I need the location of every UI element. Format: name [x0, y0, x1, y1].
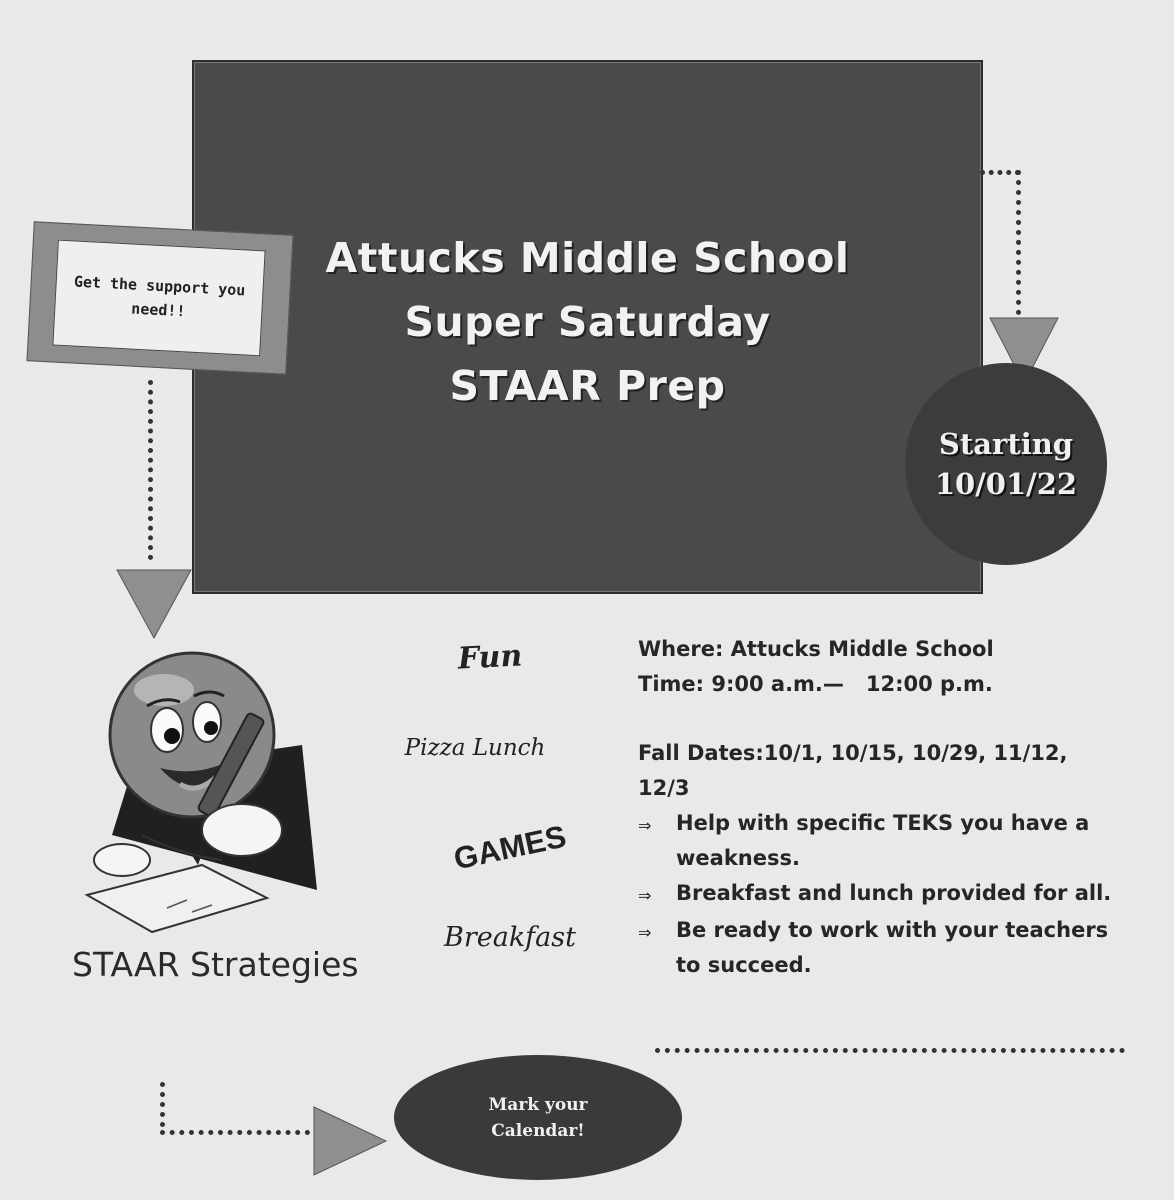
- time-line: Time: 9:00 a.m.— 12:00 p.m.: [638, 672, 993, 696]
- dotted-line-bottom-left-v: [160, 1082, 165, 1127]
- arrow-down-left-icon: [115, 568, 193, 640]
- bullet-text: Breakfast and lunch provided for all.: [676, 881, 1112, 905]
- starting-label: Starting: [938, 427, 1074, 461]
- arrow-right-icon: [312, 1105, 388, 1177]
- starting-date-badge: [905, 363, 1107, 565]
- bullet-item: [638, 806, 1138, 876]
- title-line-1: Attucks Middle School: [325, 234, 850, 282]
- smiley-mascot-icon: [72, 650, 362, 940]
- dotted-line-top-right-v: [1016, 170, 1021, 315]
- activity-fun: Fun: [456, 638, 524, 677]
- dates-line: Fall Dates:10/1, 10/15, 10/29, 11/12,: [638, 741, 1068, 765]
- bullet-item: [638, 913, 1138, 983]
- dates-line-2: 12/3: [638, 776, 690, 800]
- where-line: Where: Attucks Middle School: [638, 637, 994, 661]
- bullet-text: Help with specific TEKS you have a weakness.: [676, 811, 1090, 870]
- event-details: [638, 632, 1138, 983]
- title-line-3: STAAR Prep: [449, 362, 726, 410]
- bullet-arrow-icon: ⇒: [638, 886, 652, 905]
- bullet-item: [638, 876, 1138, 913]
- activity-pizza-lunch: Pizza Lunch: [404, 735, 546, 761]
- bullet-arrow-icon: ⇒: [638, 923, 652, 942]
- dotted-line-left: [148, 380, 153, 560]
- support-text: Get the support you need!!: [73, 272, 246, 321]
- bullet-text: Be ready to work with your teachers to succeed.: [676, 918, 1109, 977]
- mark-calendar-text: Mark your Calendar!: [488, 1094, 588, 1141]
- bullet-arrow-icon: ⇒: [638, 816, 652, 835]
- support-box: [27, 221, 294, 374]
- dotted-line-bottom-right: [655, 1048, 1125, 1053]
- support-box-inner: [52, 240, 265, 357]
- activity-games: GAMES: [450, 818, 570, 877]
- title-panel: [192, 60, 983, 594]
- mark-calendar-badge: [394, 1055, 682, 1180]
- dotted-line-bottom-left-h: [160, 1130, 310, 1135]
- title-line-2: Super Saturday: [404, 298, 771, 346]
- starting-date: 10/01/22: [934, 467, 1078, 501]
- dotted-line-top-right-h: [980, 170, 1020, 175]
- activity-breakfast: Breakfast: [444, 922, 576, 953]
- staar-strategies-caption: STAAR Strategies: [72, 945, 359, 984]
